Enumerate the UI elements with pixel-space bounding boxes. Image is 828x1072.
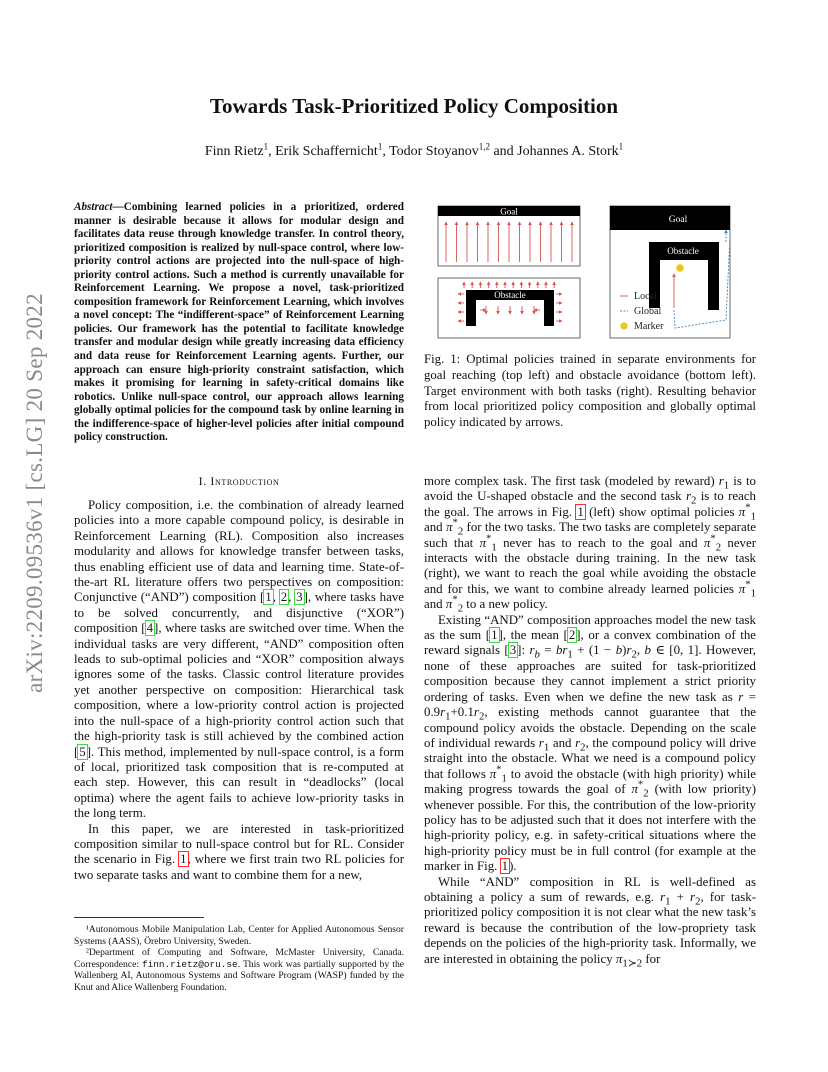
legend-marker: Marker <box>634 321 664 332</box>
paper-title: Towards Task-Prioritized Policy Composition <box>209 94 619 118</box>
footnote-1: ¹Autonomous Mobile Manipulation Lab, Center for Applied Autonomous Sensor Systems (AASS), Örebro University, Sweden. <box>74 924 404 947</box>
figure-caption: Fig. 1: Optimal policies trained in separate environments for goal reaching (top left) and obstacle avoidance (bottom left). Target environment with both tasks (right). Resulting behavior from local prioritized policy composition and globally optimal policy indicated by arrows. <box>424 352 756 430</box>
marker-dot <box>676 264 684 272</box>
obstacle-label-right: Obstacle <box>667 246 699 256</box>
footnote-2: ²Department of Computing and Software, McMaster University, Canada. Correspondence: finn.rietz@oru.se. This work was partially supported by the Wallenberg AI, Autonomous Systems and Software Program (WASP) funded by the Knut and Alice Wallenberg Foundation. <box>74 947 404 993</box>
obstacle-avoidance-env <box>438 278 580 338</box>
footnotes <box>74 917 404 994</box>
intro-right-column: more complex task. The first task (modeled by reward) $r_1$ is to avoid the U-shaped obstacle and the second task $r_2$ is to reach the goal. The arrows in Fig. 1 (left) show optimal policies $\pi^*_1$ and $\pi^*_2$ for the two tasks. The two tasks are completely separate such that $\pi^*_1$ never has to reach to the goal and $\pi^*_2$ never interacts with the obstacle during training. In the new task (right), we want to reach the goal while avoiding the obstacle and for this, we want to combine already learned policies $\pi^*_1$ and $\pi^*_2$ to a new policy. Existing “AND” composition approaches model the new task as the sum [1], the mean [2], or a convex combination of the reward signals [3]: $r_b = br_1 + (1 - b)r_2$, b ∈ [0, 1]. However, none of these approaches are suited for task-prioritized composition because they cannot implement a strict priority ordering of tasks. Even when we define the new task as $r = 0.9r_1+0.1r_2$, existing methods cannot guarantee that the compound policy avoids the obstacle. Depending on the scale of individual rewards $r_1$ and $r_2$, the compound policy will drive straight into the obstacle. What we need is a compound policy that follows $\pi^*_1$ to avoid the obstacle (with high priority) while making progress towards the goal of $\pi^*_2$ (with low priority) whenever possible. For this, the contribution of the low-priority policy has to be adjusted such that it does not interfere with the high-priority policy, e.g. in safety-critical situations where the high-priority policy must be in full control (for example at the marker in Fig. 1). While “AND” composition in RL is well-defined as obtaining a policy a sum of rewards, e.g. $r_1 + r_2$, for task-prioritized policy composition it is not clear what the new task’s reward is because the contribution of the low-propriety task depends on the policies of the high-priority task. Informally, we are interested in obtaining the policy $\pi_{1≻2}$ for <box>424 474 757 970</box>
target-env <box>610 206 730 338</box>
section-heading: I. Introduction <box>198 474 280 488</box>
legend-local: Local <box>634 291 657 302</box>
email-address: finn.rietz@oru.se <box>142 958 238 970</box>
footnote-rule <box>74 917 204 918</box>
goal-label-right: Goal <box>668 215 688 225</box>
figure-1 <box>434 202 764 342</box>
abstract <box>74 201 404 445</box>
obstacle-label-left: Obstacle <box>494 290 526 300</box>
arxiv-side-label: arXiv:2209.09536v1 [cs.LG] 20 Sep 2022 <box>22 293 47 693</box>
abstract-text: Combining learned policies in a prioritized, ordered manner is desirable because it allows for modular design and facilitates data reuse through knowledge transfer. In control theory, prioritized composition is realized by null-space control, where low-priority control actions are projected into the null-space of high-priority control actions. Such a method is currently unavailable for Reinforcement Learning. We propose a novel, task-prioritized composition framework for Reinforcement Learning, which involves a novel concept: The “indifferent-space” of Reinforcement Learning policies. Our framework has the potential to facilitate knowledge transfer and modular design while greatly increasing data efficiency and data reuse for Reinforcement Learning agents. Further, our approach can ensure high-priority constraint satisfaction, which makes it promising for learning in safety-critical domains like robotics. Unlike null-space control, our approach allows learning globally optimal policies for the compound task by online learning in the indifference-space of higher-level policies after initial compound policy construction. <box>74 201 404 444</box>
abstract-label: Abstract— <box>74 201 124 213</box>
intro-left-column: Policy composition, i.e. the combination of already learned policies into a more capable compound policy, is desirable in Reinforcement Learning (RL). Composition also increases modularity and allows for knowledge transfer between tasks, thus enabling efficient use of data and learning time. State-of-the-art RL literature offers two perspectives on composition: Conjunctive (“AND”) composition [1, 2, 3], where tasks have to be solved concurrently, and disjunctive (“XOR”) composition [4], where tasks are switched over time. When the individual tasks are very different, “AND” composition often leads to sub-optimal policies and “XOR” composition always ignores some of the tasks. Classic control literature provides yet another perspective on composition: Hierarchical task composition, where a low-priority control action is projected into the null-space of a high-priority control action such that the high-priority task is still achieved by the combined action [5]. This method, implemented by null-space control, is a form of local, prioritized task composition that is re-computed at each step. However, this can result in “deadlocks” (local optima) where the agent fails to achieve low-priority tasks in the long term. In this paper, we are interested in task-prioritized composition similar to null-space control but for RL. Consider the scenario in Fig. 1, where we first train two RL policies for two separate tasks and want to combine them for a new, <box>74 498 404 882</box>
goal-label-top: Goal <box>500 206 518 217</box>
author-list: Finn Rietz$^1$, Erik Schaffernicht$^1$, Todor Stoyanov$^{1,2}$ and Johannes A. Stork$^1$ <box>204 141 624 159</box>
goal-reaching-env <box>438 206 580 266</box>
legend-global: Global <box>634 306 662 317</box>
